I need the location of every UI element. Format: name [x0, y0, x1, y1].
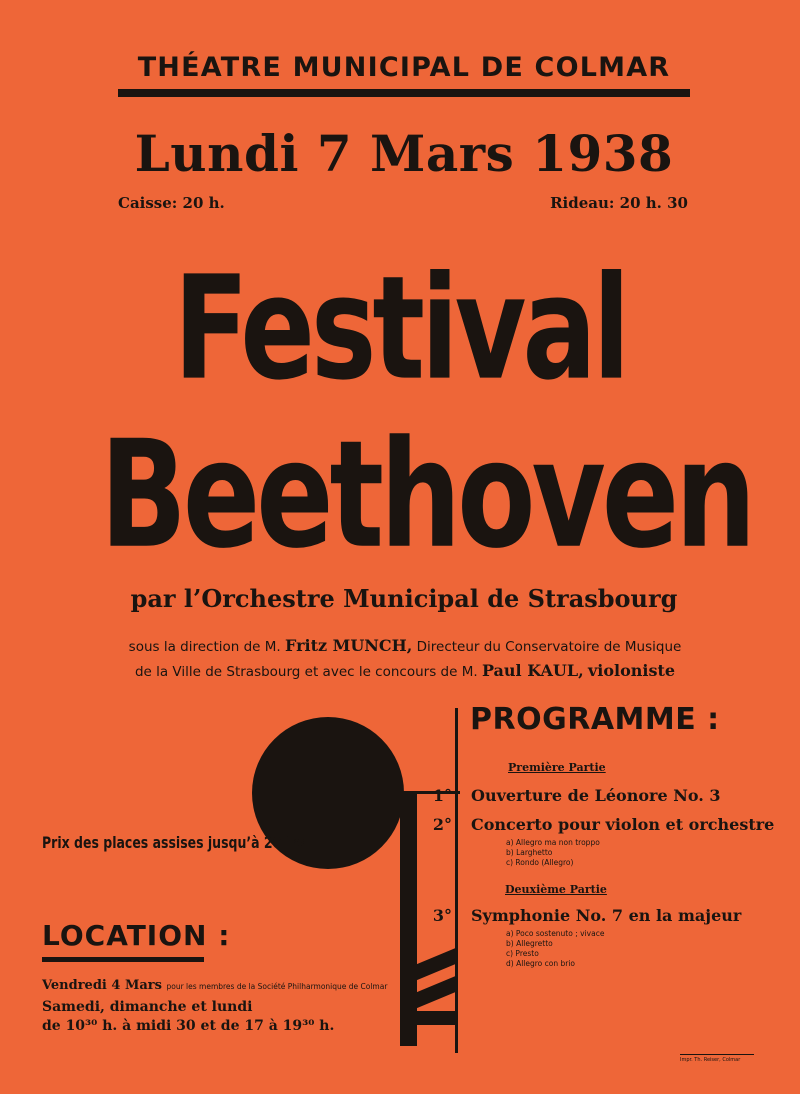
direction-prefix: sous la direction de M.: [128, 639, 281, 655]
samedi-days: Samedi, dimanche et lundi: [42, 999, 253, 1015]
item1-number: 1°: [432, 786, 452, 805]
item2-movement-c: c) Rondo (Allegro): [506, 858, 574, 867]
ticket-price: Prix des places assises jusqu’à 20 frs.: [42, 833, 310, 852]
title-festival: Festival: [173, 245, 627, 412]
vendredi-note: pour les membres de la Société Philharmonique de Colmar: [166, 982, 388, 991]
item3-movement-d: d) Allegro con brio: [506, 959, 576, 968]
rideau-time: Rideau: 20 h. 30: [550, 194, 688, 212]
header-rule: [118, 89, 690, 97]
item3-number: 3°: [432, 906, 452, 925]
location-hours: de 10³⁰ h. à midi 30 et de 17 à 19³⁰ h.: [42, 1018, 335, 1034]
item3-title: Symphonie No. 7 en la majeur: [471, 906, 742, 925]
conductor-role: Directeur du Conservatoire de Musique: [416, 639, 682, 655]
item3-movement-c: c) Presto: [506, 949, 539, 958]
item3-movement-a: a) Poco sostenuto ; vivace: [506, 929, 605, 938]
location-samedi: [42, 998, 334, 1036]
location-rule: [42, 957, 204, 962]
direction-text: [100, 634, 710, 684]
conductor-name: Fritz MUNCH,: [285, 636, 413, 655]
event-date: Lundi 7 Mars 1938: [134, 124, 674, 183]
item2-number: 2°: [432, 815, 452, 834]
part2-title: Deuxième Partie: [505, 883, 607, 896]
item2-movement-a: a) Allegro ma non troppo: [506, 838, 600, 847]
part1-title: Première Partie: [508, 761, 606, 774]
programme-divider: [455, 708, 458, 1053]
location-heading: LOCATION :: [42, 919, 231, 952]
item2-movement-b: b) Larghetto: [506, 848, 553, 857]
theatre-name: THÉATRE MUNICIPAL DE COLMAR: [137, 52, 671, 83]
orchestra-line: par l’Orchestre Municipal de Strasbourg: [130, 584, 678, 613]
item2-title: Concerto pour violon et orchestre: [471, 815, 775, 834]
vendredi-date: Vendredi 4 Mars: [42, 978, 162, 993]
printer-credit: Impr. Th. Reiser, Colmar: [680, 1054, 754, 1063]
item1-title: Ouverture de Léonore No. 3: [471, 786, 721, 805]
title-beethoven: Beethoven: [100, 408, 753, 581]
programme-heading: PROGRAMME :: [470, 702, 720, 737]
item3-movement-b: b) Allegretto: [506, 939, 553, 948]
direction-line2: de la Ville de Strasbourg et avec le concours de M.: [134, 664, 478, 680]
location-vendredi: [42, 978, 387, 993]
soloist-role: violoniste: [587, 661, 676, 680]
caisse-time: Caisse: 20 h.: [118, 194, 225, 212]
soloist-name: Paul KAUL,: [481, 661, 584, 680]
